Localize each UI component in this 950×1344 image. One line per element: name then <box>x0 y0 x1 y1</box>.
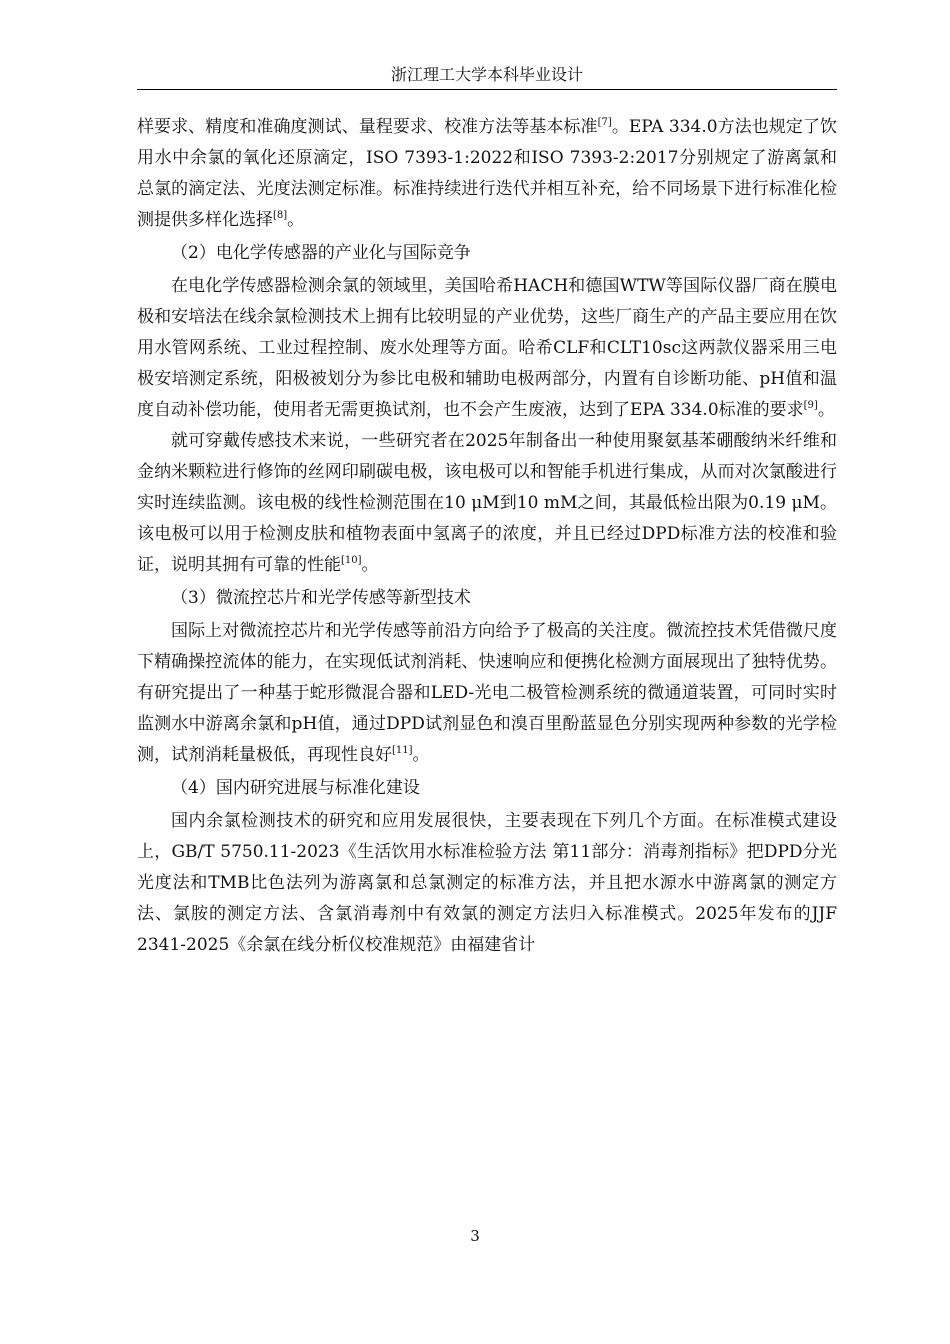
citation: [7] <box>597 117 612 128</box>
paragraph: 国内余氯检测技术的研究和应用发展很快，主要表现在下列几个方面。在标准模式建设上，GB/T 5750.11-2023《生活饮用水标准检验方法 第11部分：消毒剂指标》把DPD分光光度法和TMB比色法列为游离氯和总氯测定的标准方法，并且把水源水中游离氯的测定方法、氯胺的测定方法、含氯消毒剂中有效氯的测定方法归入标准模式。2025年发布的JJF 2341-2025《余氯在线分析仪校准规范》由福建省计 <box>137 811 837 955</box>
section-heading: （4）国内研究进展与标准化建设 <box>171 778 420 798</box>
paragraph: 国际上对微流控芯片和光学传感等前沿方向给予了极高的关注度。微流控技术凭借微尺度下精确操控流体的能力，在实现低试剂消耗、快速响应和便携化检测方面展现出了独特优势。有研究提出了一种基于蛇形微混合器和LED-光电二极管检测系统的微通道装置，可同时实时监测水中游离余氯和pH值，通过DPD试剂显色和溴百里酚蓝显色分别实现两种参数的光学检测，试剂消耗量极低，再现性良好[11]。 <box>137 621 837 765</box>
citation: [8] <box>273 210 288 221</box>
paragraph-continuation: 样要求、精度和准确度测试、量程要求、校准方法等基本标准[7]。EPA 334.0方法也规定了饮用水中余氯的氧化还原滴定，ISO 7393-1:2022和ISO 7393-2:2017分别规定了游离氯和总氯的滴定法、光度法测定标准。标准持续进行迭代并相互补充，给不同场景下进行标准化检测提供多样化选择[8]。 <box>137 117 838 230</box>
paragraph: 就可穿戴传感技术来说，一些研究者在2025年制备出一种使用聚氨基苯硼酸纳米纤维和金纳米颗粒进行修饰的丝网印刷碳电极，该电极可以和智能手机进行集成，从而对次氯酸进行实时连续监测。该电极的线性检测范围在10 μM到10 mM之间，其最低检出限为0.19 μM。该电极可以用于检测皮肤和植物表面中氢离子的浓度，并且已经过DPD标准方法的校准和验证，说明其拥有可靠的性能[10]。 <box>137 431 837 575</box>
document-body <box>137 112 837 961</box>
header-divider <box>137 89 837 90</box>
paragraph: 在电化学传感器检测余氯的领域里，美国哈希HACH和德国WTW等国际仪器厂商在膜电极和安培法在线余氯检测技术上拥有比较明显的产业优势，这些厂商生产的产品主要应用在饮用水管网系统、工业过程控制、废水处理等方面。哈希CLF和CLT10sc这两款仪器采用三电极安培测定系统，阳极被划分为参比电极和辅助电极两部分，内置有自诊断功能、pH值和温度自动补偿功能，使用者无需更换试剂，也不会产生废液，达到了EPA 334.0标准的要求[9]。 <box>137 276 837 420</box>
citation: [10] <box>341 555 362 566</box>
page-number: 3 <box>470 1227 480 1245</box>
section-heading: （3）微流控芯片和光学传感等新型技术 <box>171 588 471 608</box>
section-heading: （2）电化学传感器的产业化与国际竞争 <box>171 243 471 263</box>
page-header: 浙江理工大学本科毕业设计 <box>390 65 583 84</box>
citation: [9] <box>803 400 818 411</box>
citation: [11] <box>392 745 413 756</box>
